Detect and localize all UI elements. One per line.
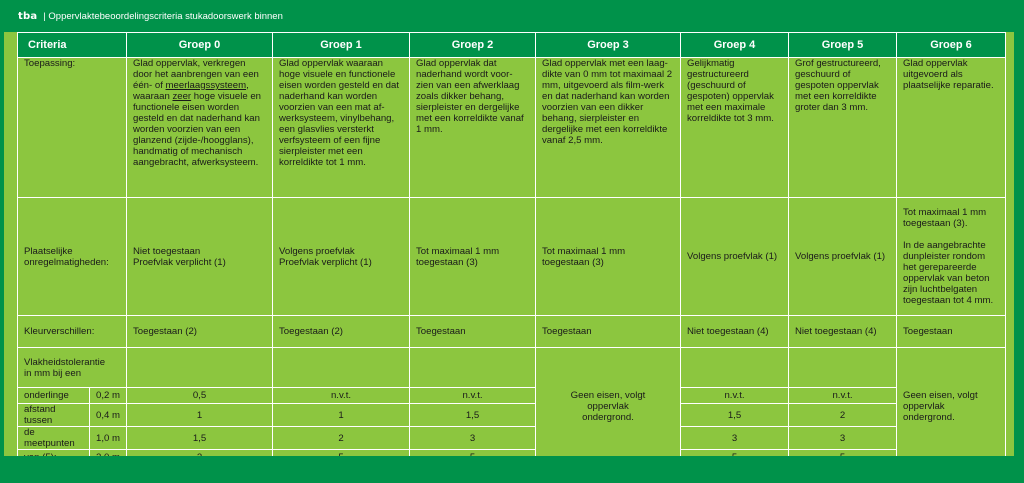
vlakheid-label-line: onderlinge [18, 388, 90, 404]
vlakheid-value: n.v.t. [410, 388, 536, 404]
vlakheid-value: 1 [273, 404, 410, 427]
row-toepassing [18, 58, 1006, 198]
vlakheid-label-top: Vlakheidstolerantie in mm bij een [18, 348, 127, 388]
vlakheid-row-3 [18, 427, 1006, 450]
vlakheid-row-2 [18, 404, 1006, 427]
header-bar [0, 0, 1024, 32]
plaatselijke-groep-2: Tot maximaal 1 mm toegestaan (3) [410, 198, 536, 316]
vlakheid-groep-6: Geen eisen, volgt oppervlak ondergrond. [897, 348, 1006, 466]
vlakheid-spacer-groep-2 [410, 348, 536, 388]
plaatselijke-groep-5: Volgens proefvlak (1) [789, 198, 897, 316]
col-criteria: Criteria [18, 33, 127, 58]
criteria-table [17, 32, 1006, 466]
row-vlakheid-head [18, 348, 1006, 388]
vlakheid-unit: 0,4 m [90, 404, 127, 427]
kleur-groep-2: Toegestaan [410, 316, 536, 348]
vlakheid-value: 1,5 [127, 427, 273, 450]
vlakheid-value: 3 [789, 427, 897, 450]
plaatselijke-groep-3: Tot maximaal 1 mm toegestaan (3) [536, 198, 681, 316]
col-groep-3: Groep 3 [536, 33, 681, 58]
page-title: | Oppervlaktebeoordelingscriteria stukadoorswerk binnen [43, 10, 283, 22]
vlakheid-value: 3 [410, 427, 536, 450]
toepassing-label: Toepassing: [18, 58, 127, 198]
vlakheid-label-line: afstand tussen [18, 404, 90, 427]
vlakheid-spacer-groep-1 [273, 348, 410, 388]
vlakheid-unit: 1,0 m [90, 427, 127, 450]
plaatselijke-groep-4: Volgens proefvlak (1) [681, 198, 789, 316]
vlakheid-spacer-groep-0 [127, 348, 273, 388]
plaatselijke-label: Plaatselijke onregelmatigheden: [18, 198, 127, 316]
vlakheid-value: 2 [273, 427, 410, 450]
col-groep-2: Groep 2 [410, 33, 536, 58]
toepassing-groep-2: Glad oppervlak dat naderhand wordt voor-zien van een afwerklaag zoals dikker behang, sierpleister en dergelijke met een korreldikte vanaf 1 mm. [410, 58, 536, 198]
vlakheid-value: 3 [681, 427, 789, 450]
vlakheid-value: 2 [789, 404, 897, 427]
col-groep-0: Groep 0 [127, 33, 273, 58]
vlakheid-spacer-groep-4 [681, 348, 789, 388]
header-row [18, 33, 1006, 58]
toepassing-groep-3: Glad oppervlak met een laag-dikte van 0 mm tot maximaal 2 mm, uitgevoerd als film-werk en dat naderhand kan worden voorzien van een dikker behang, sierpleister en dergelijke met een korreldikte vanaf 2,5 mm. [536, 58, 681, 198]
kleur-groep-6: Toegestaan [897, 316, 1006, 348]
footer-bar [0, 456, 1024, 483]
col-groep-4: Groep 4 [681, 33, 789, 58]
toepassing-groep-4: Gelijkmatig gestructureerd (geschuurd of gespoten) oppervlak met een maximale korreldikte tot 3 mm. [681, 58, 789, 198]
kleur-label: Kleurverschillen: [18, 316, 127, 348]
plaatselijke-groep-1: Volgens proefvlak Proefvlak verplicht (1) [273, 198, 410, 316]
kleur-groep-5: Niet toegestaan (4) [789, 316, 897, 348]
kleur-groep-1: Toegestaan (2) [273, 316, 410, 348]
vlakheid-value: 1 [127, 404, 273, 427]
col-groep-1: Groep 1 [273, 33, 410, 58]
plaatselijke-groep-0: Niet toegestaan Proefvlak verplicht (1) [127, 198, 273, 316]
col-groep-5: Groep 5 [789, 33, 897, 58]
vlakheid-value: n.v.t. [789, 388, 897, 404]
toepassing-groep-5: Grof gestructureerd, geschuurd of gespoten oppervlak met een korreldikte groter dan 3 mm. [789, 58, 897, 198]
vlakheid-value: 1,5 [410, 404, 536, 427]
toepassing-groep-1: Glad oppervlak waaraan hoge visuele en functionele eisen worden gesteld en dat naderhand kan worden voorzien van een mat af-werksysteem, vinylbehang, een glasvlies versterkt verfsysteem of een fijne sierpleister met een korreldikte tot 1 mm. [273, 58, 410, 198]
vlakheid-row-1 [18, 388, 1006, 404]
vlakheid-value: 0,5 [127, 388, 273, 404]
left-edge [0, 32, 4, 456]
col-groep-6: Groep 6 [897, 33, 1006, 58]
toepassing-groep-6: Glad oppervlak uitgevoerd als plaatselijke reparatie. [897, 58, 1006, 198]
vlakheid-spacer-groep-5 [789, 348, 897, 388]
vlakheid-value: n.v.t. [273, 388, 410, 404]
right-edge [1014, 32, 1024, 456]
vlakheid-value: n.v.t. [681, 388, 789, 404]
tba-logo: tba [18, 10, 38, 22]
vlakheid-value: 1,5 [681, 404, 789, 427]
kleur-groep-3: Toegestaan [536, 316, 681, 348]
vlakheid-label-line: de meetpunten [18, 427, 90, 450]
row-kleur [18, 316, 1006, 348]
row-plaatselijke [18, 198, 1006, 316]
kleur-groep-4: Niet toegestaan (4) [681, 316, 789, 348]
kleur-groep-0: Toegestaan (2) [127, 316, 273, 348]
vlakheid-unit: 0,2 m [90, 388, 127, 404]
plaatselijke-groep-6: Tot maximaal 1 mm toegestaan (3). In de aangebrachte dunpleister rondom het gerepareerde oppervlak van beton zijn luchtbelgaten toegestaan tot 4 mm. [897, 198, 1006, 316]
toepassing-groep-0: Glad oppervlak, verkregen door het aanbrengen van een één- of meerlaagssysteem, waaraan zeer hoge visuele en functionele eisen worden gesteld en dat naderhand kan worden voorzien van een glanzend (zijde-/hoogglans), handmatig of mechanisch aangebracht, afwerksysteem. [127, 58, 273, 198]
vlakheid-groep-3: Geen eisen, volgt oppervlak ondergrond. [536, 348, 681, 466]
